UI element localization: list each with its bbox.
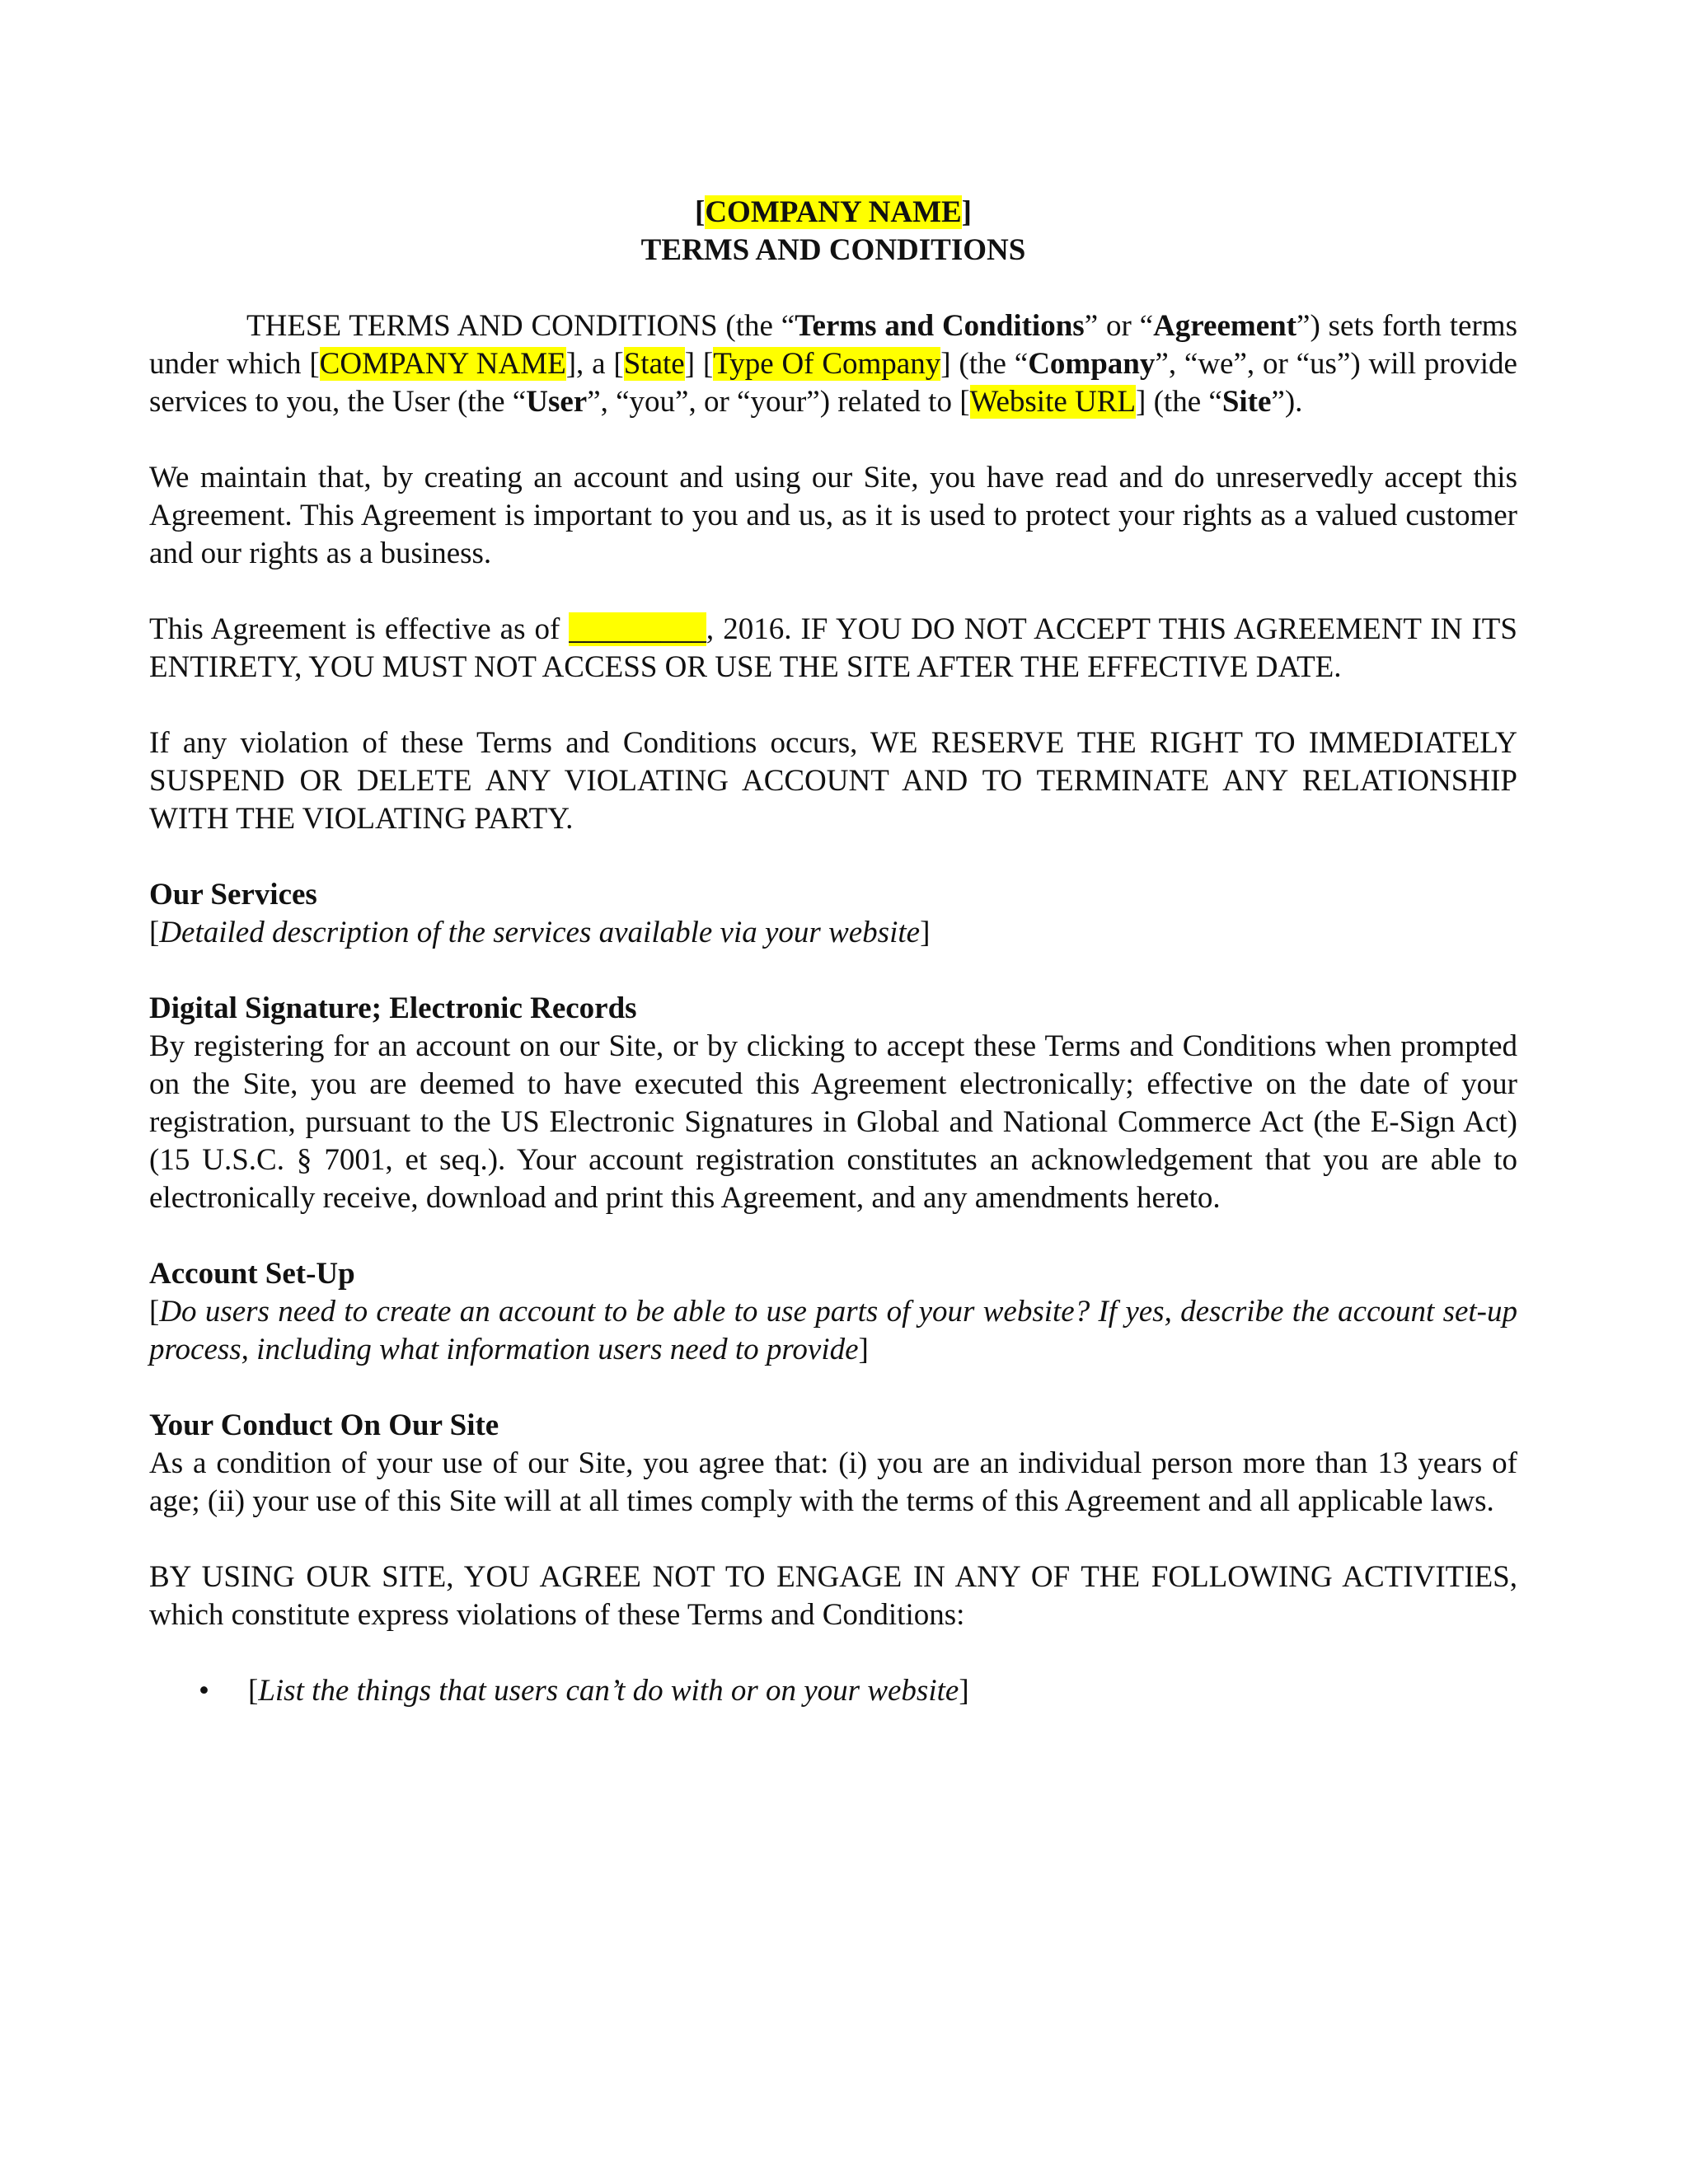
prohibited-list-instructions: List the things that users can’t do with or on your website [258, 1674, 959, 1708]
bracket: [ [248, 1674, 259, 1708]
maintain-paragraph: We maintain that, by creating an account and using our Site, you have read and do unreservedly accept this Agreement. This Agreement is important to you and us, as it is used to protect your rights as a valued customer and our rights as a business. [149, 461, 1517, 570]
bracket: ] [961, 195, 972, 229]
bullet-list-item [149, 1672, 1517, 1710]
company-name-placeholder: COMPANY NAME [705, 195, 962, 229]
intro-text: ”) sets forth terms under which [ [149, 309, 1517, 381]
services-heading: Our Services [149, 878, 317, 912]
digital-signature-body: By registering for an account on our Site, or by clicking to accept these Terms and Conditions when prompted on the Site, you are deemed to have executed this Agreement electronically; effective on the date of your registration, pursuant to the US Electronic Signatures in Global and National Commerce Act (the E-Sign Act) (15 U.S.C. § 7001, et seq.). Your account registration constitutes an acknowledgement that you are able to electronically receive, download and print this Agreement, and any amendments hereto. [149, 1029, 1517, 1215]
intro-text: THESE TERMS AND CONDITIONS (the “ [246, 309, 795, 343]
intro-text: ”, “we”, or “us”) will provide services to you, the User (the “ [149, 347, 1517, 419]
prohibited-activities-paragraph: BY USING OUR SITE, YOU AGREE NOT TO ENGAGE IN ANY OF THE FOLLOWING ACTIVITIES, which constitute express violations of these Terms and Conditions: [149, 1560, 1517, 1632]
intro-text: ”). [1271, 385, 1303, 419]
company-name-placeholder: COMPANY NAME [319, 347, 566, 381]
services-instructions: Detailed description of the services available via your website [159, 916, 921, 949]
website-url-placeholder: Website URL [969, 385, 1137, 419]
defined-term: Terms and Conditions [795, 309, 1085, 343]
services-placeholder [149, 914, 1517, 952]
bracket: ] [858, 1333, 869, 1366]
bracket: [ [694, 195, 706, 229]
intro-text: ” or “ [1084, 309, 1154, 343]
conduct-heading: Your Conduct On Our Site [149, 1408, 499, 1442]
document-title: TERMS AND CONDITIONS [640, 233, 1026, 267]
bracket: [ [149, 1295, 160, 1329]
state-placeholder: State [623, 347, 685, 381]
intro-paragraph [149, 307, 1517, 421]
account-setup-heading: Account Set-Up [149, 1257, 355, 1291]
intro-text: ] [ [684, 347, 714, 381]
intro-text: ”, “you”, or “your”) related to [ [587, 385, 970, 419]
effective-text: , 2016. IF YOU DO NOT ACCEPT THIS AGREEMENT IN ITS ENTIRETY, YOU MUST NOT ACCESS OR USE THE SITE AFTER THE EFFECTIVE DATE. [149, 612, 1517, 684]
bracket: [ [149, 916, 160, 949]
effective-date-blank: _________ [569, 612, 706, 646]
effective-date-paragraph [149, 611, 1517, 687]
bullet-icon: • [199, 1674, 209, 1708]
defined-term: Site [1221, 385, 1272, 419]
bracket: ] [920, 916, 931, 949]
account-setup-instructions: Do users need to create an account to be able to use parts of your website? If yes, describe the account set-up process, including what information users need to provide [149, 1295, 1517, 1366]
intro-text: ] (the “ [1136, 385, 1222, 419]
intro-text: ], a [ [565, 347, 624, 381]
company-type-placeholder: Type Of Company [713, 347, 941, 381]
conduct-body: As a condition of your use of our Site, you agree that: (i) you are an individual person more than 13 years of age; (ii) your use of this Site will at all times comply with the terms of this Agreement and all applicable laws. [149, 1446, 1517, 1518]
bracket: ] [959, 1674, 969, 1708]
intro-text: ] (the “ [940, 347, 1029, 381]
defined-term: Agreement [1153, 309, 1297, 343]
effective-text: This Agreement is effective as of [149, 612, 570, 646]
account-setup-placeholder [149, 1293, 1517, 1369]
bullet-text [248, 1672, 969, 1710]
digital-signature-heading: Digital Signature; Electronic Records [149, 991, 637, 1025]
violation-paragraph: If any violation of these Terms and Conditions occurs, WE RESERVE THE RIGHT TO IMMEDIATELY SUSPEND OR DELETE ANY VIOLATING ACCOUNT AND TO TERMINATE ANY RELATIONSHIP WITH THE VIOLATING PARTY. [149, 726, 1517, 836]
company-name-title [149, 194, 1517, 232]
defined-term: User [526, 385, 588, 419]
defined-term: Company [1028, 347, 1156, 381]
document-body [149, 194, 1517, 1710]
